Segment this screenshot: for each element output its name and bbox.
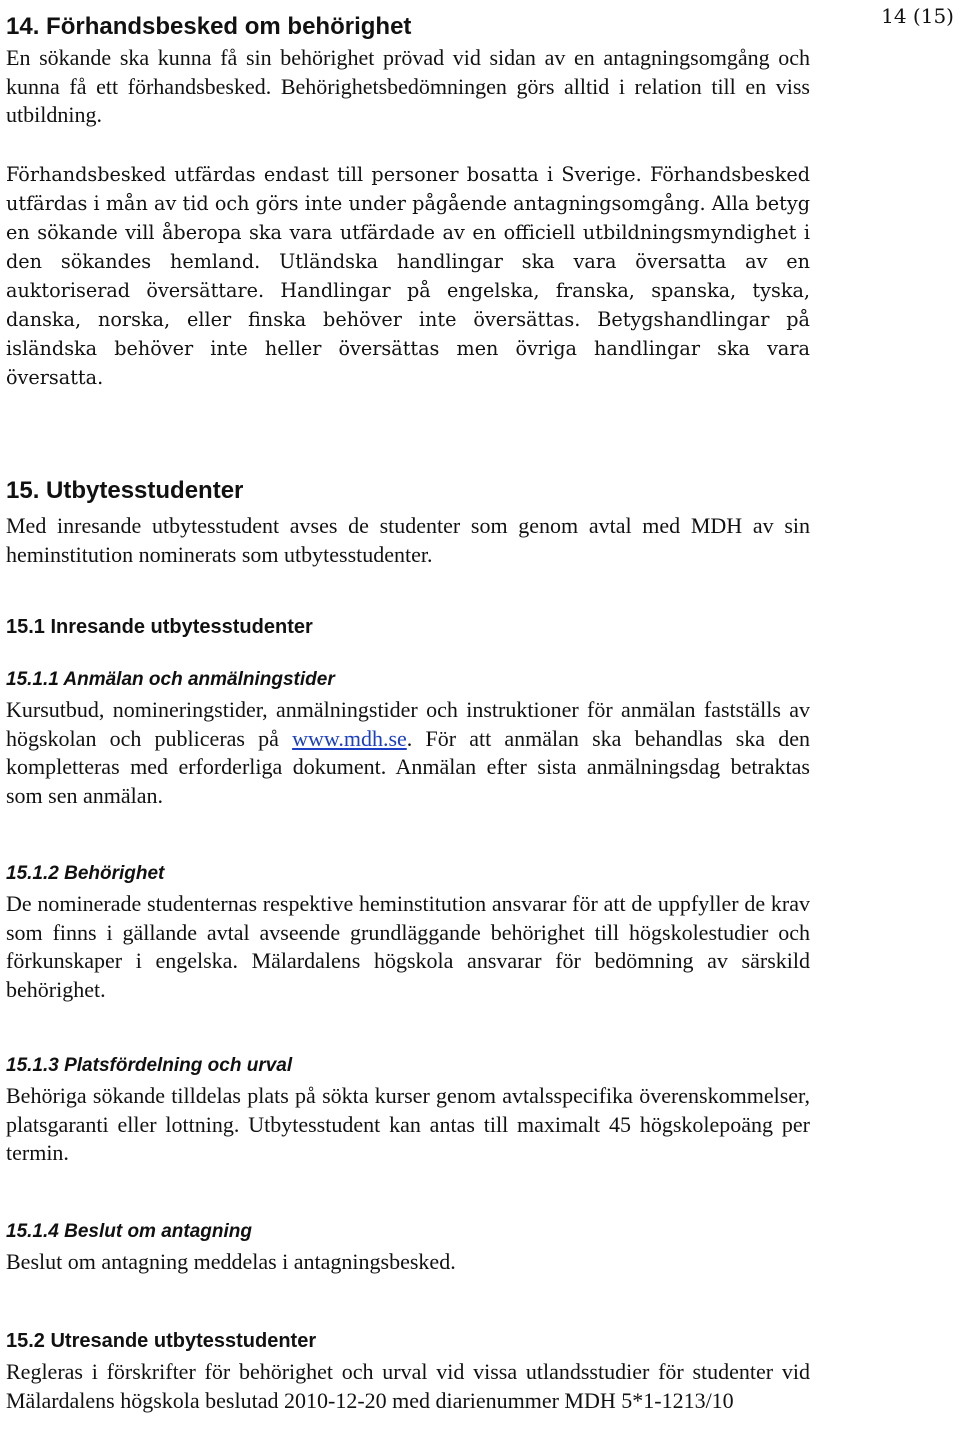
section-15-1-heading: 15.1 Inresande utbytesstudenter	[6, 616, 313, 638]
section-15-1-1-text-before-link: Kursutbud, nomineringstider, anmälningstider och instruktioner för anmälan fastställs av högskolan och publiceras på	[6, 697, 810, 751]
section-14-heading: 14. Förhandsbesked om behörighet	[6, 13, 412, 40]
section-14-body-paragraph: Förhandsbesked utfärdas endast till personer bosatta i Sverige. Förhandsbesked utfärdas i mån av tid och görs inte under pågående antagningsomgång. Alla betyg en sökande vill åberopa ska vara utfärdade av en officiell utbildningsmyndighet i den sökandes hemland. Utländska handlingar ska vara översatta av en auktoriserad översättare. Handlingar på engelska, franska, spanska, tyska, danska, norska, eller finska behöver inte översättas. Betygshandlingar på isländska behöver inte heller översättas men övriga handlingar ska vara översatta.	[6, 163, 810, 389]
section-15-heading: 15. Utbytesstudenter	[6, 477, 244, 504]
section-15-1-4-heading: 15.1.4 Beslut om antagning	[6, 1221, 252, 1242]
section-15-1-3-heading: 15.1.3 Platsfördelning och urval	[6, 1055, 293, 1076]
section-15-1-4-body-paragraph: Beslut om antagning meddelas i antagningsbesked.	[6, 1249, 456, 1274]
page-number: 14 (15)	[881, 4, 954, 28]
section-15-1-1-heading: 15.1.1 Anmälan och anmälningstider	[6, 669, 335, 690]
mdh-website-link[interactable]: www.mdh.se	[292, 725, 407, 751]
section-15-1-1-body-paragraph	[6, 696, 810, 810]
section-15-1-2-heading: 15.1.2 Behörighet	[6, 863, 165, 884]
section-15-body-paragraph: Med inresande utbytesstudent avses de studenter som genom avtal med MDH av sin heminstitution nominerats som utbytesstudenter.	[6, 513, 810, 567]
section-15-1-3-body-paragraph: Behöriga sökande tilldelas plats på sökta kurser genom avtalsspecifika överenskommelser, platsgaranti eller lottning. Utbytesstudent kan antas till maximalt 45 högskolepoäng per termin.	[6, 1083, 810, 1165]
section-15-1-2-body-paragraph: De nominerade studenternas respektive heminstitution ansvarar för att de uppfyller de krav som finns i gällande avtal avseende grundläggande behörighet till högskolestudier och förkunskaper i engelska. Mälardalens högskola ansvarar för bedömning av särskild behörighet.	[6, 891, 810, 1002]
section-14-intro-paragraph: En sökande ska kunna få sin behörighet prövad vid sidan av en antagningsomgång och kunna få ett förhandsbesked. Behörighetsbedömningen görs alltid i relation till en viss utbildning.	[6, 45, 810, 127]
section-15-2-heading: 15.2 Utresande utbytesstudenter	[6, 1330, 317, 1352]
section-15-2-body-paragraph: Regleras i förskrifter för behörighet och urval vid vissa utlandsstudier för studenter vid Mälardalens högskola beslutad 2010-12-20 med diarienummer MDH 5*1-1213/10	[6, 1359, 810, 1413]
section-15-1-1-text-after-link: . För att anmälan ska behandlas ska den kompletteras med erforderliga dokument. Anmälan efter sista anmälningsdag betraktas som sen anmälan.	[6, 725, 810, 808]
